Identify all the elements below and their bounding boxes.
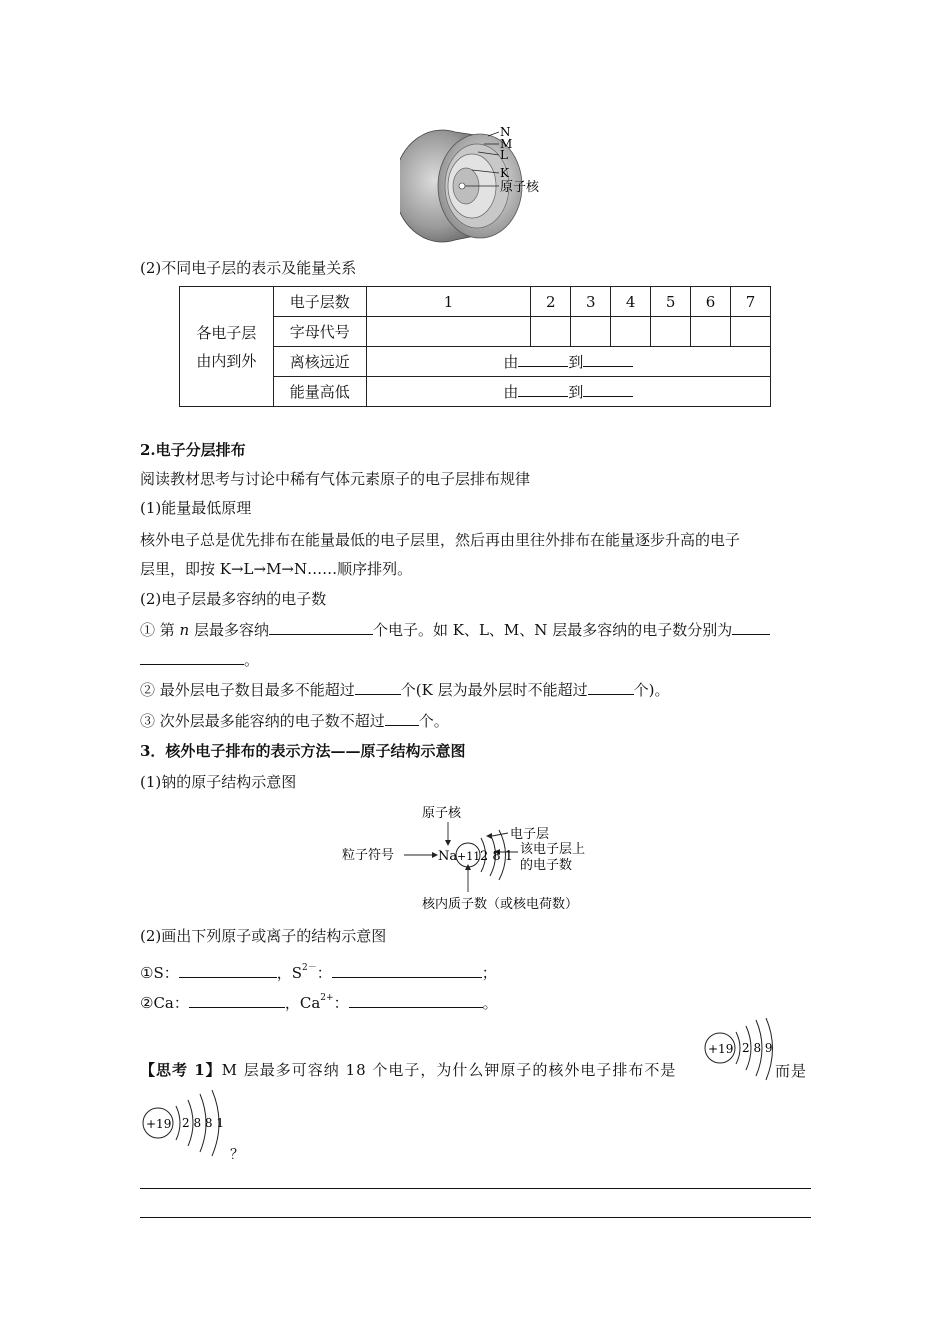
- na-count-label-1: 该电子层上: [520, 842, 586, 857]
- section3-heading: 3．核外电子排布的表示方法——原子结构示意图: [140, 742, 466, 760]
- letter-cell-2[interactable]: [531, 317, 571, 347]
- energy-table: [179, 286, 771, 407]
- k-diagram-2881: [138, 1090, 238, 1158]
- blank-ca-diagram[interactable]: [189, 993, 285, 1008]
- think1-qmark: ？: [230, 1147, 244, 1163]
- letter-cell-1[interactable]: [366, 317, 531, 347]
- na-bottom-label: 核内质子数（或核电荷数）: [422, 897, 579, 912]
- layer-number-6: 6: [691, 287, 731, 317]
- section3-sub2: (2)画出下列原子或离子的结构示意图: [140, 927, 387, 945]
- section-heading-energy: (2)不同电子层的表示及能量关系: [140, 259, 357, 277]
- q1-line: ①S： ，$S^{2-}$： ；: [140, 963, 497, 982]
- think1-line: [140, 1060, 676, 1080]
- na-symbol: Na: [438, 849, 458, 864]
- na-electrons: 2 8 1: [480, 849, 514, 864]
- letter-cell-4[interactable]: [611, 317, 651, 347]
- shell-label-n: N: [500, 125, 511, 139]
- shell-label-k: K: [500, 166, 509, 180]
- na-structure-diagram: [340, 800, 620, 918]
- nucleus-label: 原子核: [500, 180, 540, 195]
- answer-line-2[interactable]: [140, 1217, 811, 1218]
- k289-electrons: 2 8 9: [742, 1041, 773, 1055]
- layer-number-5: 5: [651, 287, 691, 317]
- q2-line: ②Ca： ，$Ca^{2+}$： 。: [140, 993, 498, 1012]
- item2-line: ② 最外层电子数目最多不能超过 个(K 层为最外层时不能超过 个)。: [140, 681, 670, 699]
- energy-cell: 由 到: [366, 377, 770, 407]
- p1-line1: 核外电子总是优先排布在能量最低的电子层里，然后再由里往外排布在能量逐步升高的电子: [140, 531, 741, 549]
- blank-distance-to[interactable]: [583, 352, 633, 367]
- row-label-energy: 能量高低: [273, 377, 366, 407]
- row-label-distance: 离核远近: [273, 347, 366, 377]
- k2881-charge: +19: [146, 1117, 172, 1131]
- answer-line-1[interactable]: [140, 1188, 811, 1189]
- item1-cont: 。: [140, 650, 259, 670]
- section3-sub1: (1)钠的原子结构示意图: [140, 773, 297, 791]
- blank-k-outer-max[interactable]: [588, 680, 634, 695]
- na-symbol-label: 粒子符号: [342, 848, 395, 863]
- k-diagram-289: [700, 1018, 780, 1082]
- letter-cell-5[interactable]: [651, 317, 691, 347]
- blank-ca2-diagram[interactable]: [349, 993, 483, 1008]
- k289-charge: +19: [708, 1042, 734, 1056]
- section2-intro: 阅读教材思考与讨论中稀有气体元素原子的电子层排布规律: [140, 470, 531, 488]
- distance-cell: 由 到: [366, 347, 770, 377]
- layer-number-3: 3: [571, 287, 611, 317]
- group-label-1: 各电子层: [196, 323, 257, 342]
- think1-tail: 而是: [775, 1062, 808, 1080]
- layer-number-4: 4: [611, 287, 651, 317]
- shell-label-l: L: [500, 148, 508, 162]
- p2-title: (2)电子层最多容纳的电子数: [140, 590, 327, 608]
- item1-line: ① 第 n 层最多容纳 个电子。如 K、L、M、N 层最多容纳的电子数分别为: [140, 620, 770, 640]
- atom-shell-figure: [400, 124, 560, 244]
- section2-heading: 2.电子分层排布: [140, 441, 246, 459]
- na-charge: +11: [457, 850, 481, 863]
- layer-number-7: 7: [731, 287, 771, 317]
- think1-text: M 层最多可容纳 18 个电子，为什么钾原子的核外电子排布不是: [221, 1061, 677, 1079]
- row-label-layer-number: 电子层数: [273, 287, 366, 317]
- blank-outer-max[interactable]: [355, 680, 401, 695]
- letter-cell-7[interactable]: [731, 317, 771, 347]
- blank-s-diagram[interactable]: [179, 963, 277, 978]
- k2881-electrons: 2 8 8 1: [182, 1116, 224, 1130]
- layer-number-1: 1: [366, 287, 531, 317]
- na-nucleus-label: 原子核: [422, 806, 462, 821]
- blank-s2-diagram[interactable]: [332, 963, 482, 978]
- row-label-letter-code: 字母代号: [273, 317, 366, 347]
- na-count-label-2: 的电子数: [520, 858, 573, 873]
- p1-title: (1)能量最低原理: [140, 499, 252, 517]
- blank-max-per-layer[interactable]: [269, 620, 373, 635]
- na-shell-label: 电子层: [510, 827, 550, 842]
- blank-energy-to[interactable]: [583, 382, 633, 397]
- letter-cell-3[interactable]: [571, 317, 611, 347]
- letter-cell-6[interactable]: [691, 317, 731, 347]
- blank-second-outer-max[interactable]: [385, 711, 419, 726]
- group-label-cell: [180, 287, 274, 407]
- blank-klmn-part2[interactable]: [140, 650, 244, 665]
- blank-klmn-part1[interactable]: [732, 620, 770, 635]
- blank-distance-from[interactable]: [518, 352, 568, 367]
- layer-number-2: 2: [531, 287, 571, 317]
- p1-line2: 层里，即按 K→L→M→N……顺序排列。: [140, 560, 413, 578]
- think1-tag: 【思考 1】: [140, 1061, 222, 1079]
- group-label-2: 由内到外: [196, 351, 257, 370]
- shell-label-m: M: [500, 137, 513, 151]
- blank-energy-from[interactable]: [518, 382, 568, 397]
- item3-line: ③ 次外层最多能容纳的电子数不超过 个。: [140, 712, 449, 730]
